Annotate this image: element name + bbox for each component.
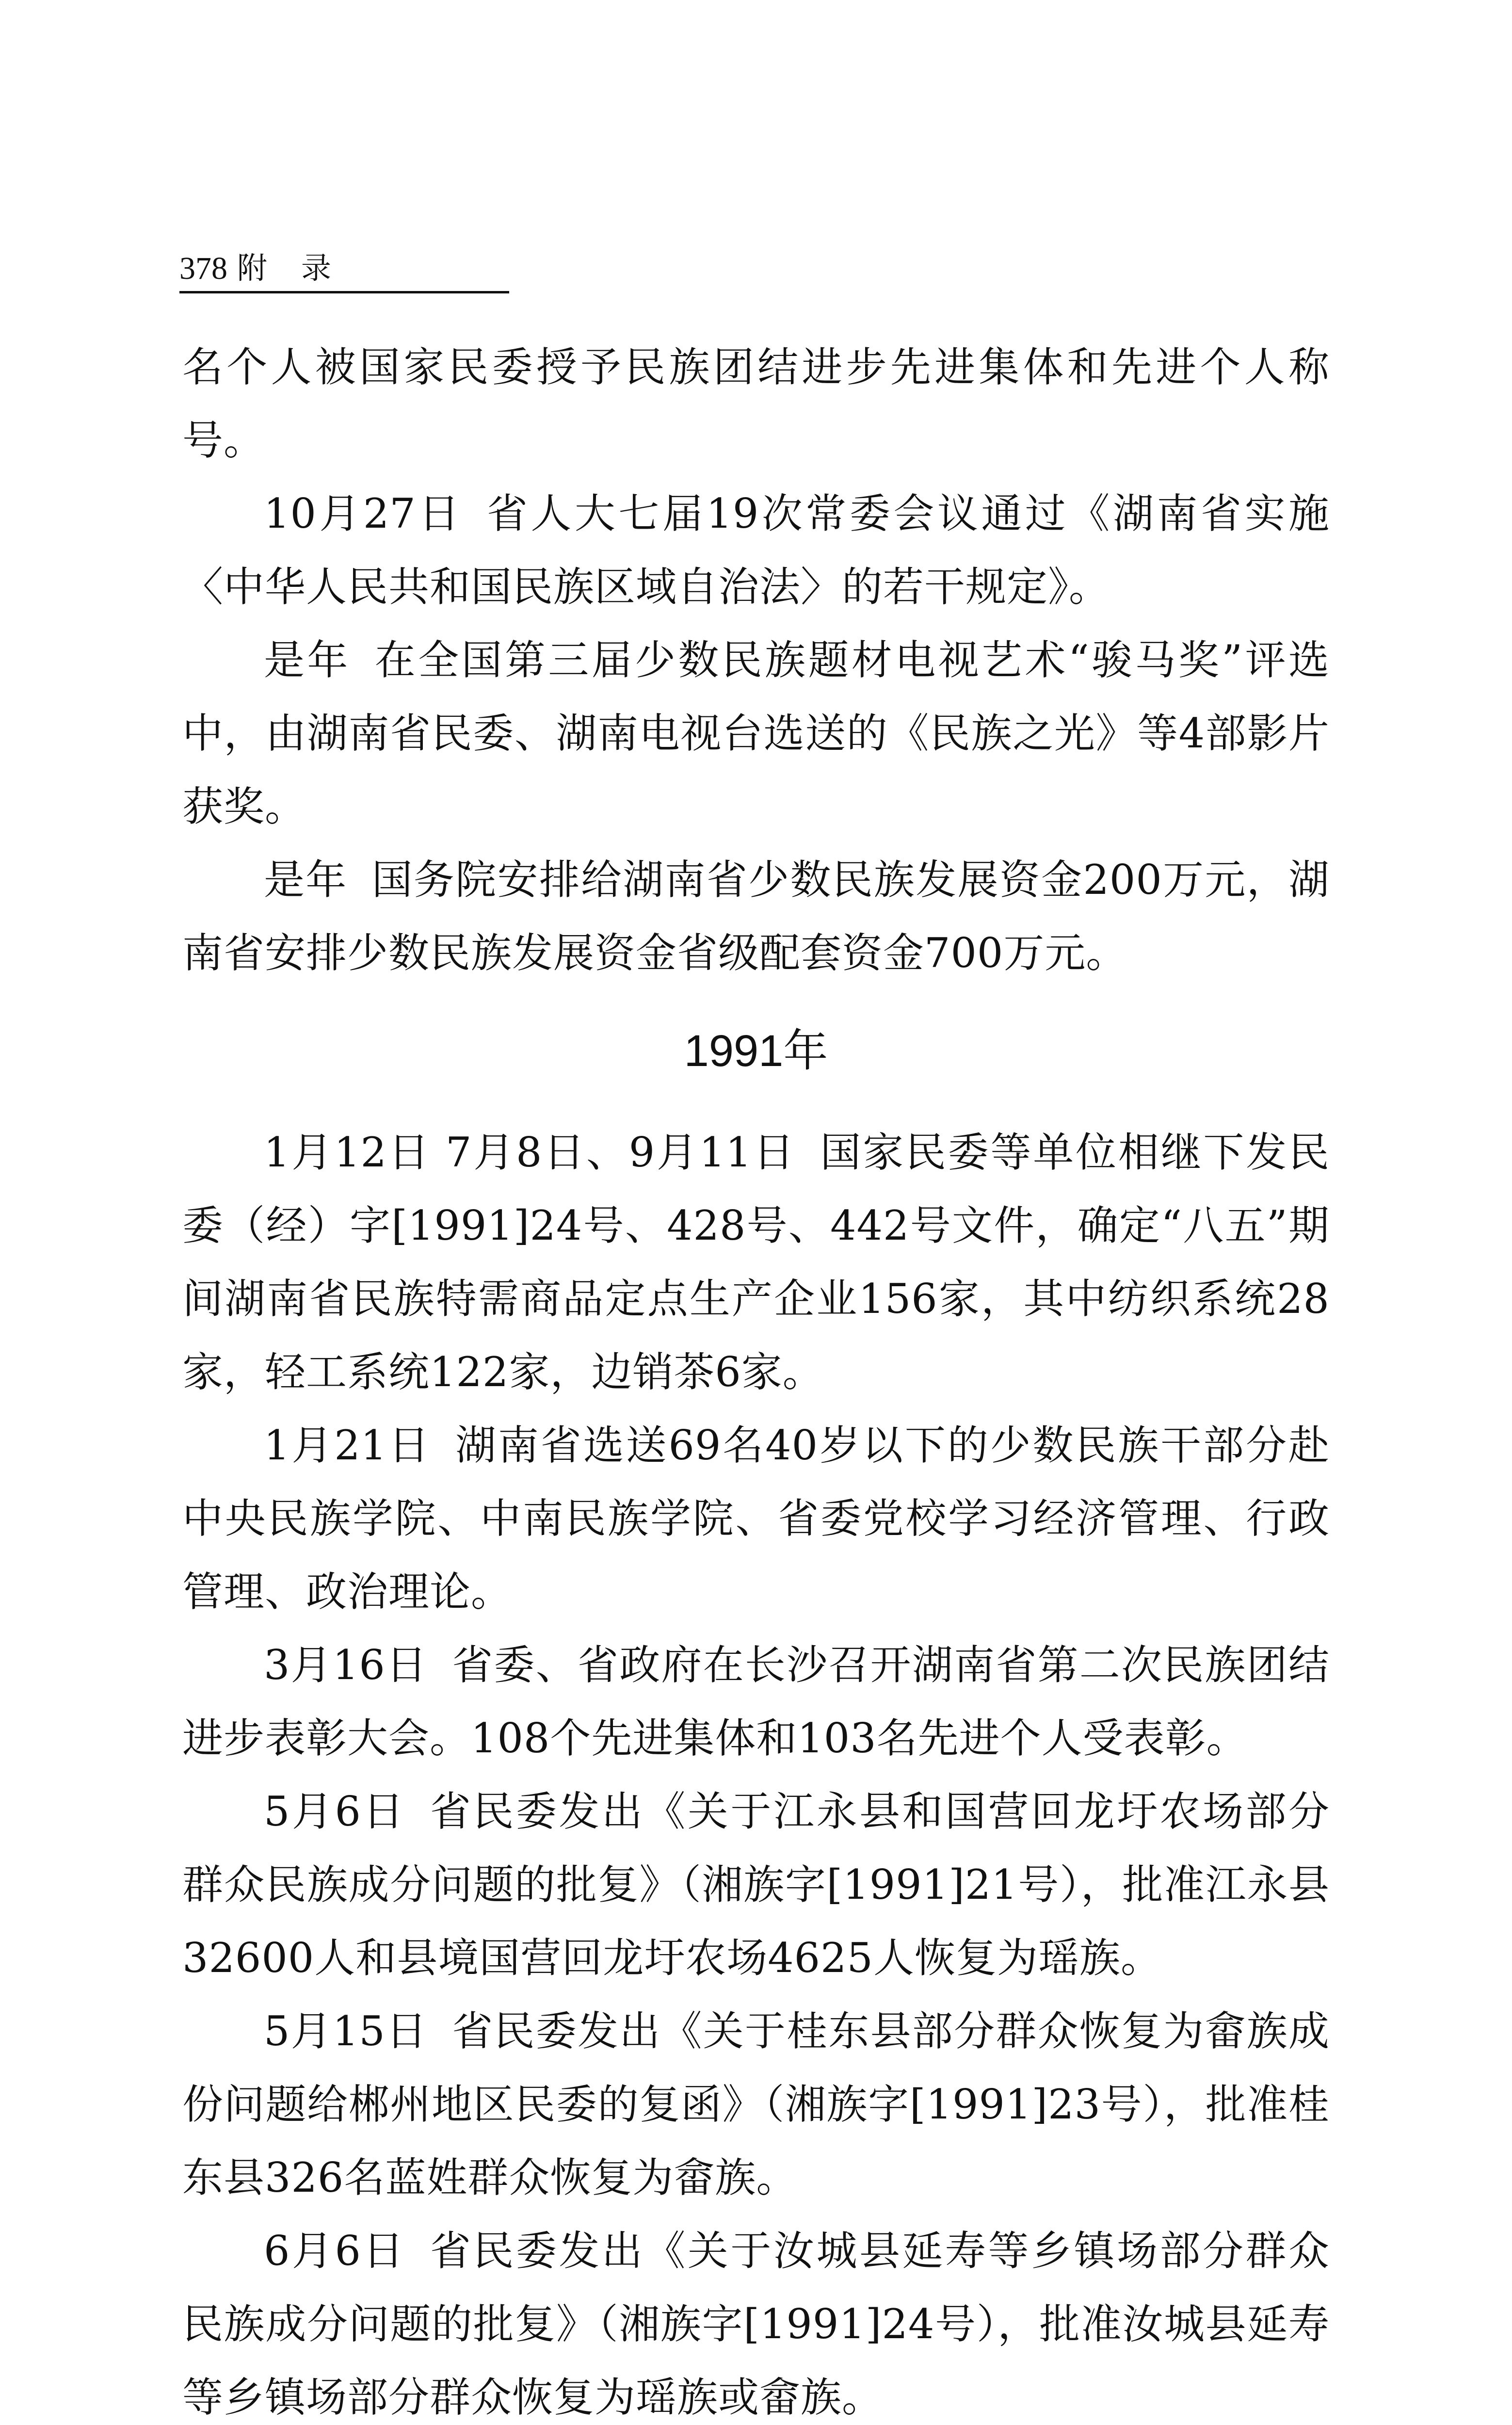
entry-text: 国家民委等单位相继下发民委（经）字[1991]24号、428号、442号文件，确定“八五”期间湖南省民族特需商品定点生产企业156家，其中纺织系统28家，轻工系统122家，边销茶6家。: [182, 1129, 1330, 1396]
entry-date: 1月21日: [264, 1422, 431, 1469]
entry-date: 1月12日 7月8日、9月11日: [264, 1129, 796, 1176]
entry-text: 省民委发出《关于江永县和国营回龙圩农场部分群众民族成分问题的批复》（湘族字[1991]21号），批准江永县32600人和县境国营回龙圩农场4625人恢复为瑶族。: [182, 1788, 1330, 1982]
entry-paragraph: [182, 624, 1330, 843]
entry-date: 5月6日: [264, 1788, 406, 1835]
entry-date: 5月15日: [264, 2007, 428, 2055]
entry-paragraph: [182, 1995, 1330, 2215]
entry-text: 省民委发出《关于汝城县延寿等乡镇场部分群众民族成分问题的批复》（湘族字[1991]24号），批准汝城县延寿等乡镇场部分群众恢复为瑶族或畲族。: [182, 2227, 1330, 2421]
page-header: [179, 245, 509, 293]
continuation-paragraph: 名个人被国家民委授予民族团结进步先进集体和先进个人称号。: [182, 343, 1330, 464]
entry-paragraph: [182, 1629, 1330, 1775]
page-body: [182, 331, 1330, 2425]
entry-paragraph: [182, 1775, 1330, 1995]
entry-date: 6月6日: [264, 2227, 406, 2275]
entry-date: 10月27日: [264, 490, 463, 537]
entry-paragraph: [182, 843, 1330, 990]
entry-text: 在全国第三届少数民族题材电视艺术“骏马奖”评选中，由湖南省民委、湖南电视台选送的《民族之光》等4部影片获奖。: [182, 636, 1330, 830]
entry-text: 湖南省选送69名40岁以下的少数民族干部分赴中央民族学院、中南民族学院、省委党校学习经济管理、行政管理、政治理论。: [182, 1422, 1330, 1616]
page-number: 378: [179, 251, 227, 286]
entry-text: 省委、省政府在长沙召开湖南省第二次民族团结进步表彰大会。108个先进集体和103名先进个人受表彰。: [182, 1641, 1330, 1762]
entry-text: 国务院安排给湖南省少数民族发展资金200万元，湖南省安排少数民族发展资金省级配套资金700万元。: [182, 856, 1330, 977]
entry-date: 是年: [264, 856, 348, 904]
entry-text: 省人大七届19次常委会议通过《湖南省实施〈中华人民共和国民族区域自治法〉的若干规定》。: [182, 490, 1330, 611]
year-heading: 1991年: [684, 1026, 828, 1076]
entry-paragraph: [182, 1116, 1330, 1409]
entry-paragraph: [182, 1409, 1330, 1629]
section-name: 附录: [237, 250, 366, 286]
entry-paragraph: [182, 2215, 1330, 2425]
entry-date: 是年: [264, 636, 351, 684]
entry-text: 省民委发出《关于桂东县部分群众恢复为畲族成份问题给郴州地区民委的复函》（湘族字[1991]23号），批准桂东县326名蓝姓群众恢复为畲族。: [182, 2007, 1330, 2201]
entry-paragraph: [182, 477, 1330, 624]
entry-date: 3月16日: [264, 1641, 428, 1689]
